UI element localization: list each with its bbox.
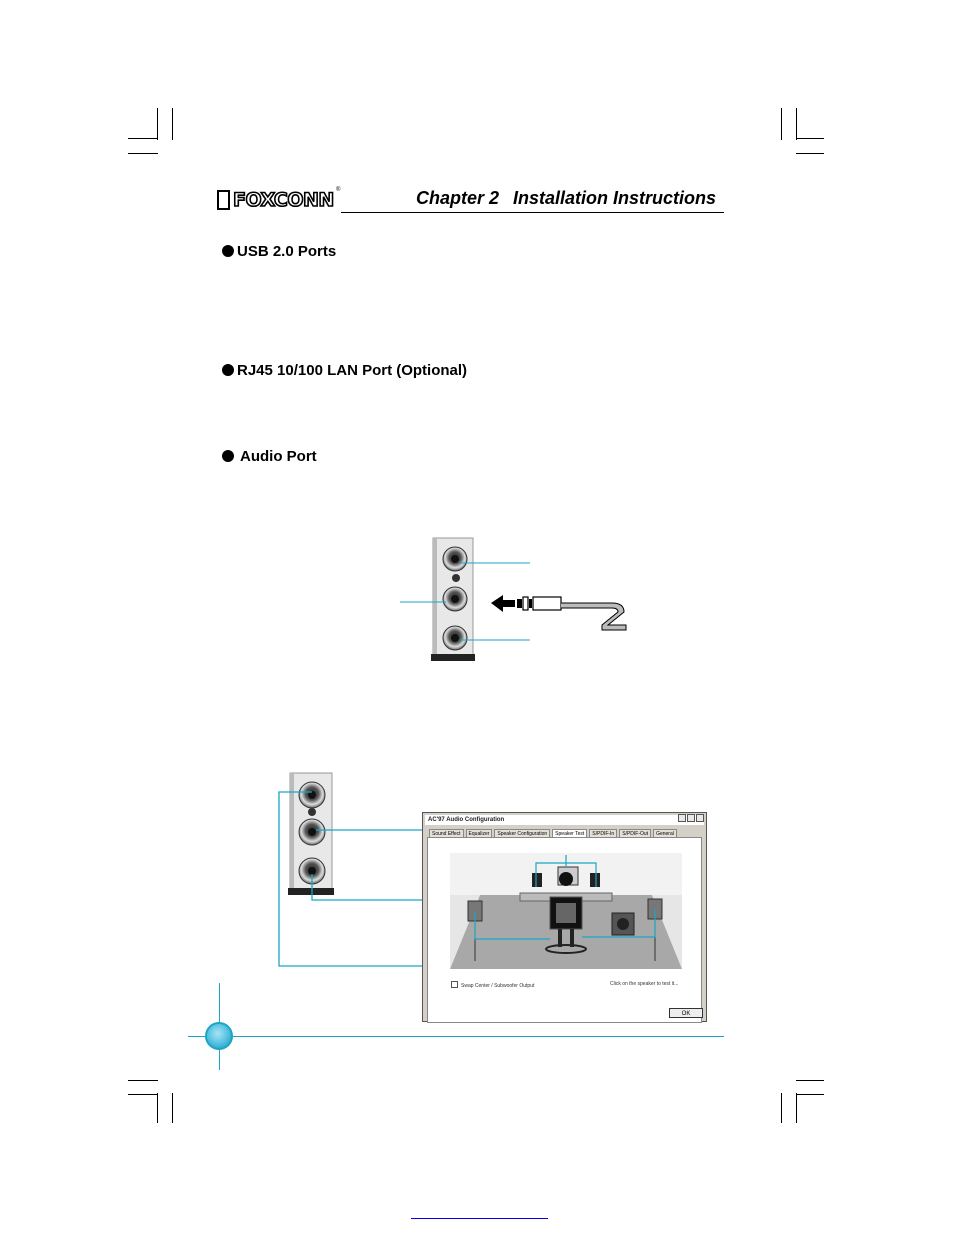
minimize-icon[interactable] bbox=[678, 814, 686, 822]
logo-h-mark-icon bbox=[217, 190, 230, 210]
swap-center-checkbox[interactable] bbox=[451, 981, 534, 989]
window-title: AC'97 Audio Configuration bbox=[425, 815, 704, 825]
bullet-icon bbox=[222, 450, 234, 462]
section-usb-label: USB 2.0 Ports bbox=[237, 243, 337, 260]
tab-equalizer[interactable]: Equalizer bbox=[466, 829, 493, 838]
header-rule bbox=[341, 212, 724, 213]
tab-spdif-out[interactable]: S/PDIF-Out bbox=[619, 829, 651, 838]
chapter-number: Chapter 2 bbox=[416, 188, 500, 208]
audio-jack-figure bbox=[390, 532, 640, 664]
section-usb bbox=[222, 243, 336, 260]
maximize-icon[interactable] bbox=[687, 814, 695, 822]
ok-button[interactable]: OK bbox=[669, 1008, 703, 1018]
checkbox-icon[interactable] bbox=[451, 981, 458, 988]
audio-config-window bbox=[422, 812, 707, 1022]
logo-text: FOXCONN bbox=[233, 189, 334, 211]
registered-icon: ® bbox=[336, 187, 341, 193]
page-number-circle-icon bbox=[205, 1022, 233, 1050]
bullet-icon bbox=[222, 364, 234, 376]
section-audio-label: Audio Port bbox=[240, 448, 317, 465]
chapter-heading bbox=[416, 188, 716, 209]
section-lan-label: RJ45 10/100 LAN Port (Optional) bbox=[237, 362, 468, 379]
swap-center-label: Swap Center / Subwoofer Output bbox=[461, 983, 535, 989]
footer-link-underline bbox=[411, 1218, 548, 1219]
section-lan bbox=[222, 362, 467, 379]
chapter-title: Installation Instructions bbox=[513, 188, 717, 208]
tab-general[interactable]: General bbox=[653, 829, 677, 838]
tab-spdif-in[interactable]: S/PDIF-In bbox=[589, 829, 617, 838]
tab-speaker-configuration[interactable]: Speaker Configuration bbox=[494, 829, 550, 838]
speaker-room-scene bbox=[450, 853, 682, 969]
close-icon[interactable] bbox=[696, 814, 704, 822]
bullet-icon bbox=[222, 245, 234, 257]
footer-rule bbox=[188, 1036, 724, 1037]
tab-speaker-test[interactable]: Speaker Test bbox=[552, 829, 587, 838]
foxconn-logo bbox=[217, 189, 341, 213]
section-audio bbox=[222, 448, 317, 465]
speaker-test-hint: Click on the speaker to test it... bbox=[610, 981, 679, 987]
tab-sound-effect[interactable]: Sound Effect bbox=[429, 829, 464, 838]
